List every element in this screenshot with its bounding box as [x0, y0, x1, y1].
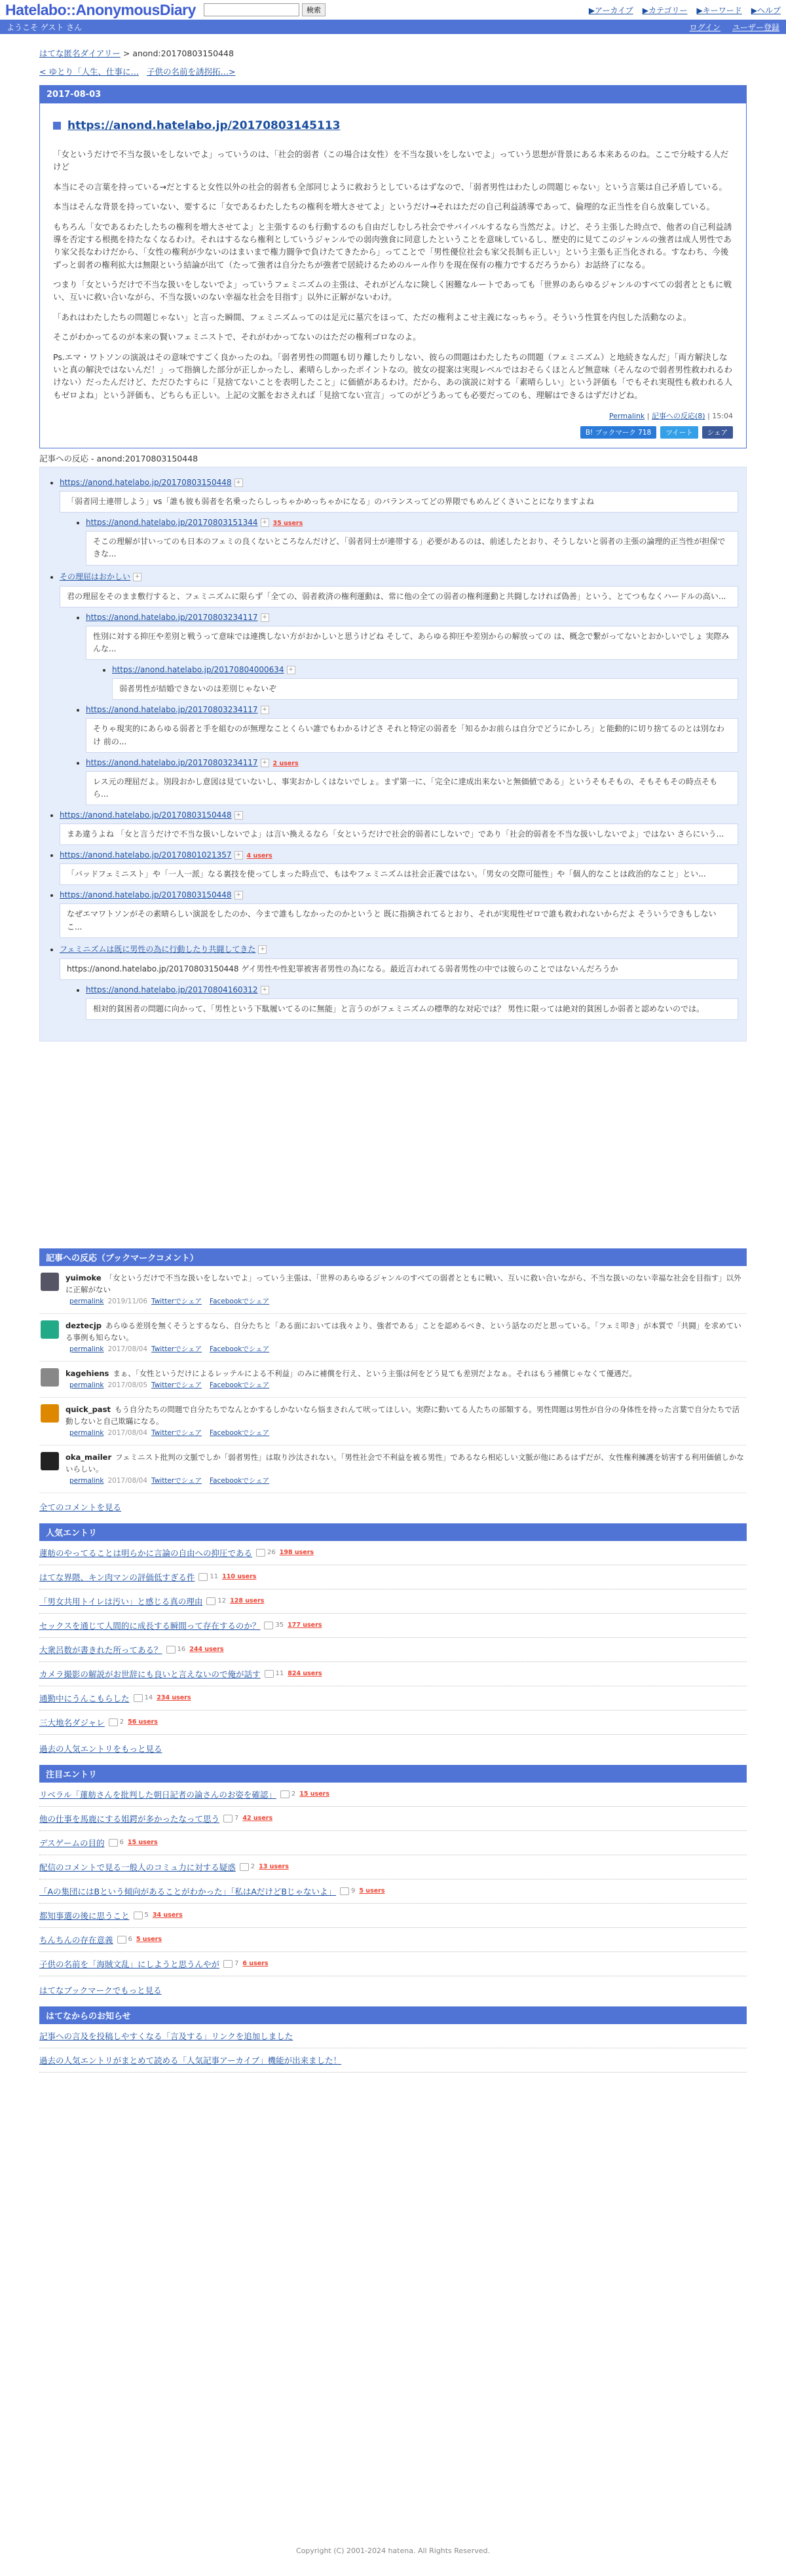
attention-heading: 注目エントリ	[39, 1765, 747, 1783]
search-input[interactable]	[204, 3, 299, 16]
list-item	[39, 1783, 747, 1807]
comment-count: 16	[166, 1646, 186, 1654]
users-count[interactable]: 244 users	[189, 1646, 224, 1654]
ref-quote: レス元の理屈だよ。別段おかし意図は見ていないし、事実おかしくはないでしょ。まず第一に、「完全に達成出来ないと無価値である」というそもそもの、そもそもその時点そもら...	[86, 771, 738, 805]
bookmark-date: 2017/08/05	[107, 1381, 148, 1389]
login-link[interactable]: ログイン	[689, 22, 720, 32]
ref-item	[60, 478, 738, 513]
entry-nav	[39, 65, 747, 77]
refs-heading: 記事への反応 - anond:20170803150448	[39, 454, 198, 463]
ref-quote: 君の理屈をそのまま敷行すると、フェミニズムに限らず「全ての、弱者救済の権利運動は、常に他の全ての弱者の権利運動と共闘しなければ偽善」という、とてつもなくハードルの高い...	[60, 586, 738, 608]
ref-quote: 弱者男性が結婚できないのは差別じゃないぞ	[112, 678, 738, 700]
users-count[interactable]: 35 users	[272, 520, 303, 528]
ref-item	[112, 665, 738, 700]
ref-link[interactable]: https://anond.hatelabo.jp/20170803234117	[86, 757, 258, 767]
entry-link[interactable]: リベラル「蓮舫さんを批判した朝日記者の論さんのお姿を確認」	[39, 1789, 276, 1800]
users-count[interactable]: 15 users	[299, 1790, 329, 1798]
entry-link[interactable]: カメラ撮影の解説がお世辞にも良いと言えないので俺が話す	[39, 1669, 261, 1679]
bookmarks-heading: 記事への反応（ブックマークコメント）	[39, 1248, 747, 1266]
attention-more-link[interactable]: はてなブックマークでもっと見る	[39, 1985, 162, 1995]
users-count[interactable]: 5 users	[136, 1936, 162, 1944]
ref-link[interactable]: https://anond.hatelabo.jp/20170803234117	[86, 612, 258, 622]
news-heading: はてなからのお知らせ	[39, 2006, 747, 2024]
users-count[interactable]: 824 users	[288, 1670, 322, 1678]
entry-link[interactable]: 他の仕事を馬鹿にする姐鍔が多かったなって思う	[39, 1813, 220, 1824]
comment-count: 7	[223, 1815, 238, 1823]
popular-heading: 人気エントリ	[39, 1523, 747, 1541]
entry-link[interactable]: 蓮舫のやってることは明らかに言論の自由への抑圧である	[39, 1548, 253, 1558]
comment-bubble-icon	[223, 1960, 233, 1968]
list-item	[39, 1879, 747, 1904]
next-entry-link[interactable]: 子供の名前を誘拐拓…>	[146, 67, 236, 77]
ref-item	[86, 518, 738, 565]
comment-bubble-icon	[134, 1694, 143, 1702]
entry-date: 2017-08-03	[40, 86, 746, 103]
comment-bubble-icon	[223, 1815, 233, 1823]
comment-bubble-icon	[240, 1863, 249, 1871]
entry-link[interactable]: 三大地名ダジャレ	[39, 1717, 105, 1728]
ref-item	[86, 705, 738, 752]
welcome-text: ようこそ ゲスト さん	[7, 22, 83, 32]
bookmark-comments	[39, 1266, 747, 1493]
ref-item	[86, 758, 738, 805]
comment-count: 5	[134, 1912, 149, 1919]
comment-count: 2	[240, 1863, 255, 1871]
all-comments-link[interactable]: 全てのコメントを見る	[39, 1502, 122, 1512]
twitter-share-link[interactable]: Twitterでシェア	[151, 1476, 202, 1485]
twitter-share-link[interactable]: Twitterでシェア	[151, 1381, 202, 1389]
ref-quote: そりゃ現実的にあらゆる弱者と手を組むのが無理なことくらい誰でもわかるけどさ それと特定の弱者を「知るかお前らは自分でどうにかしろ」と能動的に切り捨てるのとは別なわけ 前の...	[86, 718, 738, 752]
comment-bubble-icon	[265, 1670, 274, 1678]
entry-body	[53, 148, 733, 401]
comment-bubble-icon	[117, 1936, 126, 1944]
comment-bubble-icon	[264, 1622, 273, 1629]
entry-paragraph: 本当にその言葉を持っている→だとすると女性以外の社会的弱者も全部同じように救おうとしているはずなので、「弱者男性はわたしの問題じゃない」という言葉は自己矛盾している。	[53, 181, 727, 192]
ref-quote: そこの理解が甘いってのも日本のフェミの良くないところなんだけど、「弱者同士が連帯する」必要があるのは、前述したとおり、そうしないと弱者の主張の論理的正当性が担保できな...	[86, 531, 738, 565]
comment-count: 26	[256, 1549, 276, 1557]
bookmark-text: もう自分たちの問題で自分たちでなんとかするしかないなら悩まされんて吠ってほしい。実際に動いてる人たちの部類する。男性問題は男性が自分の身体性を持った言葉で自分たちで活動しないと自己欺瞞になる。	[66, 1405, 740, 1426]
entry-paragraph: 本当はそんな背景を持っていない、要するに「女であるわたしたちの権利を増大させてよ」というだけ→それはただの自己利益誘導であって、倫理的な正当性を自ら放棄している。	[53, 202, 715, 212]
ref-item	[60, 890, 738, 937]
news-link[interactable]: 記事への言及を投稿しやすくなる「言及する」リンクを追加しました	[39, 2031, 293, 2041]
ref-quote: 「バッドフェミニスト」や「一人一派」なる裏技を使ってしまった時点で、もはやフェミニズムは社会正義ではない。「男女の交際可能性」や「個人的なことは政治的なこと」とい...	[60, 863, 738, 885]
keyword-link[interactable]: ▶キーワード	[696, 5, 742, 15]
comment-count: 6	[109, 1839, 124, 1847]
comment-count: 2	[280, 1790, 295, 1798]
bookmark-comment-body	[66, 1368, 637, 1390]
ref-item	[60, 850, 738, 885]
comment-bubble-icon	[134, 1912, 143, 1919]
entry-paragraph: つまり「女というだけで不当な扱いをしないでよ」っていうフェミニズムの主張は、それがどんなに険しく困難なルートであっても「世界のあらゆるジャンルのすべての弱者とともに戦い、互いに救い合いながら、不当な扱いのない幸福な社会を目指す」以外に正解がないわけ。	[53, 280, 732, 302]
users-count[interactable]: 56 users	[128, 1718, 158, 1726]
add-icon[interactable]: +	[261, 986, 269, 994]
avatar[interactable]	[41, 1452, 59, 1470]
entry-paragraph: もちろん「女であるわたしたちの権利を増大させてよ」と主張するのも行動するのも自由だしむしろ社会でサバイバルするなら当然だよ。けど、そう主張した時点で、他者の自己利益誘導を否定する根拠を持たなくなるわけ。それはするなら権利としていうジャンルでの弱肉強食に同意したということを意味しているし、歴史的に見てこのジャンルの強者は成人男性であり家父長なわけだから、「女性の権利が少ないのはまいまで権力闘争で負けたてきたから」ってことで「男性優位社会も家父長制も正しい」という主張も正当化される。すなわち、今後ずっと弱者の権利拡大は無限という結論が出て（たって強者は自分たちが強者で居続けるためのルール作りを現在保有の権力でするだろうから）お話終了になる。	[53, 221, 732, 270]
ref-link[interactable]: https://anond.hatelabo.jp/20170803234117	[86, 705, 258, 715]
entry-paragraph: Ps.エマ・ワトソンの演説はその意味ですごく良かったのね。「弱者男性の問題も切り離したりしない、彼らの問題はわたしたちの問題（フェミニズム）と地続きなんだ」「両方解決しないと真の解決ではないんだ！」って指摘した部分が正しかったし、素晴らしかったポイントなの。彼女の提案は実現レベルではおそらくほとんど無意味（そんなので弱者男性救われるわけない）だったんだけど、ただひたすらに「見捨てないことを表明したこと」に価値があるわけ。だから、あの演説に対する「素晴らしい」という評価も「でもそれ実現性も救われる人もゼロよね」という評価も、どちらも正しい。上記の文脈をおさえれば「見捨てない宣言」ってのがどうあっても必要だってのも、理解はできるはずだけどね。	[53, 352, 733, 400]
ref-link[interactable]: https://anond.hatelabo.jp/20170804000634	[112, 665, 284, 675]
bookmark-comment-body	[66, 1320, 745, 1354]
list-item	[39, 1952, 747, 1976]
prev-entry-link[interactable]: < ゆとり「人生、仕事に…	[39, 67, 139, 77]
bookmark-meta	[66, 1344, 745, 1354]
breadcrumb-current: anond:20170803150448	[132, 48, 234, 58]
add-icon[interactable]: +	[234, 479, 243, 487]
entry-link[interactable]: 通勤中にうんこもらした	[39, 1693, 130, 1703]
header-links	[589, 5, 781, 16]
entry-link[interactable]: デスゲームの目的	[39, 1838, 105, 1848]
bookmark-meta	[66, 1296, 745, 1307]
bookmark-comment-body	[66, 1452, 745, 1486]
ref-item	[60, 943, 738, 980]
bookmark-meta	[66, 1476, 745, 1486]
bookmark-text: フェミニスト批判の文脈でしか「弱者男性」は取り沙汰されない。「男性社会で不利益を被る男性」であるなら相応しい文脈が他にあるはずだが、女性権利擁護を妨害する利用価値しかないらしい。	[66, 1452, 744, 1474]
list-item	[39, 1686, 747, 1711]
bookmark-permalink[interactable]: permalink	[69, 1428, 104, 1437]
bookmark-comment	[39, 1398, 747, 1445]
entry-time: 15:04	[712, 412, 733, 420]
bookmark-meta	[66, 1428, 745, 1438]
comment-bubble-icon	[166, 1646, 176, 1654]
ref-item	[86, 613, 738, 660]
list-item	[39, 1928, 747, 1952]
register-link[interactable]: ユーザー登録	[732, 22, 779, 32]
users-count[interactable]: 42 users	[242, 1815, 273, 1823]
ref-link[interactable]: その理屈はおかしい	[60, 571, 131, 581]
header	[0, 0, 786, 20]
users-count[interactable]: 15 users	[127, 1839, 158, 1847]
ref-quote: まあ違うよね 「女と言うだけで不当な扱いしないでよ」は言い換えるなら「女というだけで社会的弱者にしないで」であり「社会的弱者を不当な扱いしないでよ」ではない さらにいう...	[60, 824, 738, 845]
news-link[interactable]: 過去の人気エントリがまとめて読める「人気記事アーカイブ」機能が出来ました！	[39, 2055, 342, 2065]
tweet-button[interactable]: ツイート	[660, 426, 698, 439]
bookmark-meta	[66, 1380, 637, 1390]
twitter-share-link[interactable]: Twitterでシェア	[151, 1428, 202, 1437]
bookmark-permalink[interactable]: permalink	[69, 1345, 104, 1353]
comment-bubble-icon	[206, 1597, 215, 1605]
ref-quote: 相対的貧困者の問題に向かって、「男性という下駄履いてるのに無能」と言うのがフェミニズムの標準的な対応では？ 男性に限っては絶対的貧困しか弱者と認めないのでは。	[86, 998, 738, 1020]
list-item	[39, 1565, 747, 1589]
comment-bubble-icon	[109, 1718, 118, 1726]
entry-link[interactable]: 「Aの集団にはBという傾向があることがわかった」「私はAだけどBじゃないよ」	[39, 1886, 337, 1896]
entry-title-link[interactable]: https://anond.hatelabo.jp/20170803145113	[67, 119, 341, 132]
comment-count: 14	[134, 1694, 153, 1702]
add-icon[interactable]: +	[261, 613, 269, 622]
comment-count: 6	[117, 1936, 132, 1944]
permalink[interactable]: Permalink	[609, 412, 645, 420]
ref-quote: 性別に対する抑圧や差別と戦うって意味では連携しない方がおかしいと思うけどね そして、あらゆる抑圧や差別からの解放っての は、概念で繋がってないとおかしいでしょ 実際みんな...	[86, 626, 738, 660]
bookmark-date: 2017/08/04	[107, 1428, 148, 1437]
comment-bubble-icon	[198, 1573, 208, 1581]
add-icon[interactable]: +	[261, 706, 269, 714]
comment-count: 9	[340, 1887, 355, 1895]
entry-link[interactable]: 大衆呂数が書きれた所ってある？	[39, 1644, 162, 1655]
facebook-share-link[interactable]: Facebookでシェア	[210, 1345, 270, 1353]
entry-footer: Permalink | 記事への反応(8) | 15:04	[609, 412, 733, 420]
users-count[interactable]: 2 users	[272, 759, 299, 767]
users-count[interactable]: 128 users	[230, 1597, 265, 1605]
list-item	[39, 1662, 747, 1686]
bookmark-text: あらゆる差別を無くそうとするなら、自分たちと「ある面においては我々より、強者である」ことを認めるべき、という話なのだと思っている。「フェミ叩き」が本質で「共闘」を求めている事例も知らない。	[66, 1321, 741, 1342]
facebook-share-link[interactable]: Facebookでシェア	[210, 1297, 270, 1305]
add-icon[interactable]: +	[234, 811, 243, 820]
ref-quote: なぜエマワトソンがその素晴らしい演説をしたのか、今まで誰もしなかったのかというと 既に指摘されてるとおり、それが実現性ゼロで誰も救われないからだよ そういうできもしないこ...	[60, 903, 738, 937]
list-item	[39, 1807, 747, 1831]
users-count[interactable]: 198 users	[279, 1549, 314, 1557]
bookmark-comment	[39, 1445, 747, 1493]
bookmark-user[interactable]: kagehiens	[66, 1368, 109, 1378]
add-icon[interactable]: +	[133, 573, 141, 581]
entry-link[interactable]: はてな界隈、キン肉マンの評価低すぎる件	[39, 1572, 195, 1582]
ref-item	[60, 810, 738, 845]
list-item	[39, 1589, 747, 1614]
news-list	[39, 2024, 747, 2073]
ref-quote: https://anond.hatelabo.jp/20170803150448 ゲイ男性や性犯罪被害者男性の為になる。最近言われてる弱者男性の中では彼らのことではないんだろうか	[60, 958, 738, 980]
avatar[interactable]	[41, 1368, 59, 1387]
users-count[interactable]: 177 users	[288, 1622, 322, 1629]
users-count[interactable]: 34 users	[152, 1912, 183, 1919]
comment-bubble-icon	[280, 1790, 290, 1798]
search-button[interactable]: 検索	[302, 3, 326, 16]
list-item	[39, 1614, 747, 1638]
ref-link[interactable]: フェミニズムは既に男性の為に行動したり共闘してきた	[60, 944, 256, 954]
ref-link[interactable]: https://anond.hatelabo.jp/20170804160312	[86, 985, 258, 994]
bookmark-comment-body	[66, 1404, 745, 1438]
comment-count: 12	[206, 1597, 226, 1605]
site-logo[interactable]: Hatelabo::AnonymousDiary	[5, 1, 196, 18]
comment-count: 11	[265, 1670, 284, 1678]
add-icon[interactable]: +	[234, 891, 243, 899]
ref-link[interactable]: https://anond.hatelabo.jp/20170803151344	[86, 518, 258, 528]
attention-list	[39, 1783, 747, 1976]
ref-link[interactable]: https://anond.hatelabo.jp/20170803150448	[60, 890, 232, 900]
category-link[interactable]: ▶カテゴリー	[642, 5, 688, 15]
add-icon[interactable]: +	[234, 851, 243, 860]
bookmark-user[interactable]: deztecjp	[66, 1321, 102, 1331]
add-icon[interactable]: +	[261, 759, 269, 767]
entry-paragraph: 「女というだけで不当な扱いをしないでよ」っていうのは、「社会的弱者（この場合は女性）を不当な扱いをしないでよ」っていう思想が背景にある本来あるのね。ここで分岐する人だけど	[53, 149, 729, 172]
title-square-icon	[53, 122, 61, 130]
comment-bubble-icon	[109, 1839, 118, 1847]
copyright: Copyright (C) 2001-2024 hatena. All Rights Reserved.	[296, 2547, 490, 2555]
ref-link[interactable]: https://anond.hatelabo.jp/20170803150448	[60, 478, 232, 487]
bookmark-permalink[interactable]: permalink	[69, 1297, 104, 1305]
bookmark-button[interactable]: B! ブックマーク 718	[580, 426, 656, 439]
entry-link[interactable]: 子供の名前を「海賊文乱」にしようと思うんやが	[39, 1959, 220, 1969]
main	[39, 34, 747, 2073]
bookmark-date: 2019/11/06	[107, 1297, 148, 1305]
facebook-share-link[interactable]: Facebookでシェア	[210, 1428, 270, 1437]
bookmark-date: 2017/08/04	[107, 1476, 148, 1485]
popular-list	[39, 1541, 747, 1735]
share-buttons	[53, 426, 733, 439]
facebook-share-link[interactable]: Facebookでシェア	[210, 1381, 270, 1389]
comment-count: 11	[198, 1573, 218, 1581]
users-count[interactable]: 6 users	[242, 1960, 269, 1968]
add-icon[interactable]: +	[261, 518, 269, 527]
avatar[interactable]	[41, 1320, 59, 1339]
facebook-share-button[interactable]: シェア	[702, 426, 733, 439]
bookmark-date: 2017/08/04	[107, 1345, 148, 1353]
refs-link[interactable]: 記事への反応(8)	[652, 412, 705, 420]
bookmark-comment	[39, 1266, 747, 1314]
bookmark-permalink[interactable]: permalink	[69, 1476, 104, 1485]
entry-link[interactable]: 配信のコメントで見る一般人のコミュ力に対する疑惑	[39, 1862, 236, 1872]
breadcrumb-root[interactable]: はてな匿名ダイアリー	[39, 48, 121, 58]
list-item	[39, 1831, 747, 1855]
bookmark-text: まぁ、「女性というだけによるレッテルによる不利益」のみに補償を行え、という主張は何をどう見ても差別だよなぁ。それはもう補償じゃなくて優遇だ。	[113, 1368, 637, 1378]
help-link[interactable]: ▶ヘルプ	[751, 5, 781, 15]
bookmark-text: 「女というだけで不当な扱いをしないでよ」っていう主張は、「世界のあらゆるジャンルのすべての弱者とともに戦い、互いに救い合いながら、不当な扱いのない幸福な社会を目指す」以外に正解がない	[66, 1273, 741, 1294]
comment-bubble-icon	[340, 1887, 349, 1895]
ref-link[interactable]: https://anond.hatelabo.jp/20170801021357	[60, 850, 232, 860]
users-count[interactable]: 234 users	[157, 1694, 191, 1702]
bookmark-comment	[39, 1314, 747, 1362]
comment-count: 7	[223, 1960, 238, 1968]
ref-item	[60, 571, 738, 608]
ref-quote: 「弱者同士連帯しよう」vs「誰も彼も弱者を名乗ったらしっちゃかめっちゃかになる」のバランスってどの界隈でもめんどくさいことになりますよね	[60, 491, 738, 513]
bookmark-user[interactable]: oka_mailer	[66, 1452, 112, 1462]
popular-more-link[interactable]: 過去の人気エントリをもっと見る	[39, 1743, 162, 1754]
comment-count: 35	[264, 1622, 284, 1629]
archive-link[interactable]: ▶アーカイブ	[588, 5, 633, 15]
list-item	[39, 1711, 747, 1735]
bookmark-user[interactable]: yuimoke	[66, 1273, 102, 1283]
bookmark-comment-body	[66, 1273, 745, 1307]
bookmark-user[interactable]: quick_past	[66, 1405, 111, 1415]
users-count[interactable]: 13 users	[259, 1863, 289, 1871]
avatar[interactable]	[41, 1273, 59, 1291]
entry-link[interactable]: 都知事選の後に思うこと	[39, 1910, 130, 1921]
entry-day	[39, 85, 747, 448]
list-item	[39, 1855, 747, 1879]
welcome-bar	[0, 20, 786, 34]
list-item	[39, 1638, 747, 1662]
bookmark-comment	[39, 1362, 747, 1398]
news-item	[39, 2048, 747, 2073]
entry-paragraph: そこがわかってるのが本来の賢いフェミニストで、それがわかってないのはただの権利ゴロなのよ。	[53, 332, 421, 342]
entry-paragraph: 「あれはわたしたちの問題じゃない」と言った瞬間、フェミニズムってのは足元に墓穴をほって、ただの権利よこせ主義になっちゃう。そういう性質を内包した活動なのよ。	[53, 312, 692, 322]
users-count[interactable]: 5 users	[359, 1887, 385, 1895]
users-count[interactable]: 4 users	[246, 852, 272, 860]
users-count[interactable]: 110 users	[222, 1573, 257, 1581]
comment-count: 2	[109, 1718, 124, 1726]
entry	[40, 103, 746, 448]
twitter-share-link[interactable]: Twitterでシェア	[151, 1297, 202, 1305]
add-icon[interactable]: +	[287, 666, 295, 674]
bookmark-permalink[interactable]: permalink	[69, 1381, 104, 1389]
entry-link[interactable]: セックスを通じて人間的に成長する瞬間って存在するのか？	[39, 1620, 261, 1631]
entry-link[interactable]: 「男女共用トイレは汚い」と感じる真の理由	[39, 1596, 203, 1606]
facebook-share-link[interactable]: Facebookでシェア	[210, 1476, 270, 1485]
ref-link[interactable]: https://anond.hatelabo.jp/20170803150448	[60, 810, 232, 820]
list-item	[39, 1541, 747, 1565]
avatar[interactable]	[41, 1404, 59, 1423]
refs-list	[48, 478, 738, 1020]
entry-title	[53, 119, 733, 132]
news-item	[39, 2024, 747, 2048]
comment-bubble-icon	[256, 1549, 265, 1557]
twitter-share-link[interactable]: Twitterでシェア	[151, 1345, 202, 1353]
refs-tree	[39, 467, 747, 1042]
breadcrumb: はてな匿名ダイアリー > anond:20170803150448	[39, 48, 234, 58]
list-item	[39, 1904, 747, 1928]
ref-item	[86, 985, 738, 1020]
add-icon[interactable]: +	[258, 945, 267, 954]
entry-link[interactable]: ちんちんの存在意義	[39, 1934, 113, 1945]
